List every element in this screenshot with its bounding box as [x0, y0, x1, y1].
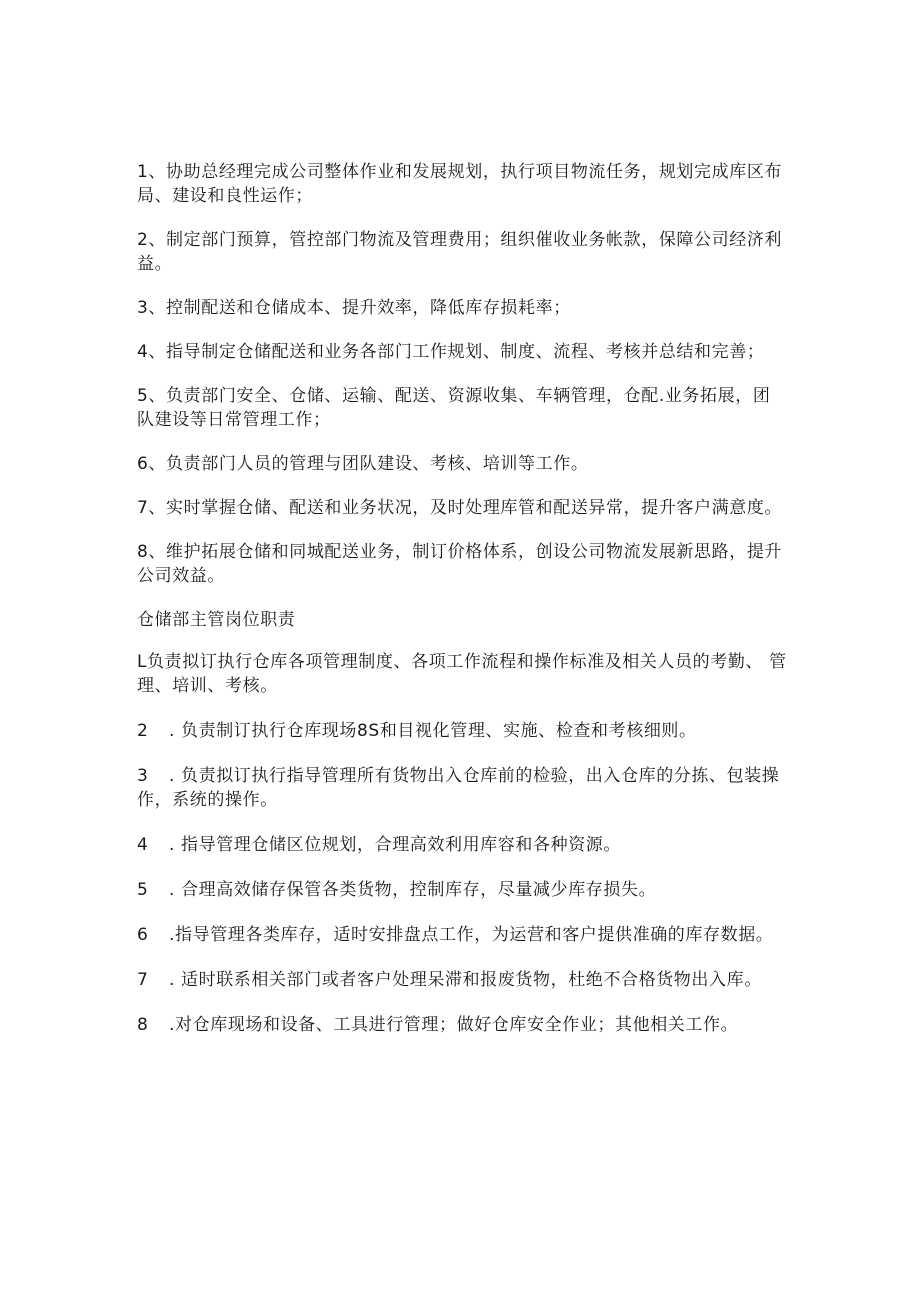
supervisor-duty-text: . 负责制订执行仓库现场8S和目视化管理、实施、检查和考核细则。 — [163, 721, 697, 741]
supervisor-duty-number: 8 — [137, 1015, 149, 1035]
supervisor-duty-number: 6 — [137, 925, 149, 945]
supervisor-duty-6 — [137, 923, 787, 947]
supervisor-duty-number: 7 — [137, 970, 149, 990]
supervisor-duty-text: .对仓库现场和设备、工具进行管理；做好仓库安全作业；其他相关工作。 — [163, 1015, 739, 1035]
supervisor-duty-4 — [137, 833, 787, 857]
supervisor-duty-1 — [137, 650, 787, 698]
duty-item-3: 3、控制配送和仓储成本、提升效率，降低库存损耗率； — [137, 298, 571, 318]
supervisor-duty-text: L负责拟订执行仓库各项管理制度、各项工作流程和操作标准及相关人员的考勤、 管理、培训、考核。 — [137, 652, 787, 696]
supervisor-duty-7 — [137, 968, 787, 992]
supervisor-duty-number: 4 — [137, 835, 149, 855]
supervisor-duty-text: . 负责拟订执行指导管理所有货物出入仓库前的检验，出入仓库的分拣、包装操 作，系统的操作。 — [137, 766, 780, 810]
supervisor-duty-number: 5 — [137, 880, 149, 900]
supervisor-duty-text: . 适时联系相关部门或者客户处理呆滞和报废货物，杜绝不合格货物出入库。 — [163, 970, 762, 990]
supervisor-duty-8 — [137, 1013, 787, 1037]
supervisor-duty-5 — [137, 878, 787, 902]
duty-item-2: 2、制定部门预算，管控部门物流及管理费用；组织催收业务帐款，保障公司经济利益。 — [137, 230, 783, 274]
duty-item-4: 4、指导制定仓储配送和业务各部门工作规划、制度、流程、考核并总结和完善； — [137, 342, 765, 362]
supervisor-duty-number: 2 — [137, 721, 149, 741]
supervisor-duty-text: . 合理高效储存保管各类货物，控制库存，尽量减少库存损失。 — [163, 880, 657, 900]
supervisor-duty-number: 3 — [137, 766, 149, 786]
duty-item-8: 8、维护拓展仓储和同城配送业务，制订价格体系，创设公司物流发展新思路，提升公司效益。 — [137, 542, 783, 586]
duty-item-1: 1、协助总经理完成公司整体作业和发展规划，执行项目物流任务，规划完成库区布局、建设和良性运作； — [137, 162, 783, 206]
supervisor-duty-2 — [137, 719, 787, 743]
duty-item-7: 7、实时掌握仓储、配送和业务状况，及时处理库管和配送异常，提升客户满意度。 — [137, 498, 783, 518]
duty-item-6: 6、负责部门人员的管理与团队建设、考核、培训等工作。 — [137, 454, 589, 474]
supervisor-duty-text: .指导管理各类库存，适时安排盘点工作，为运营和客户提供准确的库存数据。 — [163, 925, 774, 945]
duty-item-5: 5、负责部门安全、仓储、运输、配送、资源收集、车辆管理，仓配.业务拓展，团队建设等日常管理工作； — [137, 386, 771, 430]
section-heading: 仓储部主管岗位职责 — [137, 610, 296, 630]
supervisor-duty-text: . 指导管理仓储区位规划，合理高效利用库容和各种资源。 — [163, 835, 622, 855]
supervisor-duty-3 — [137, 764, 787, 812]
document-body — [137, 160, 787, 1058]
